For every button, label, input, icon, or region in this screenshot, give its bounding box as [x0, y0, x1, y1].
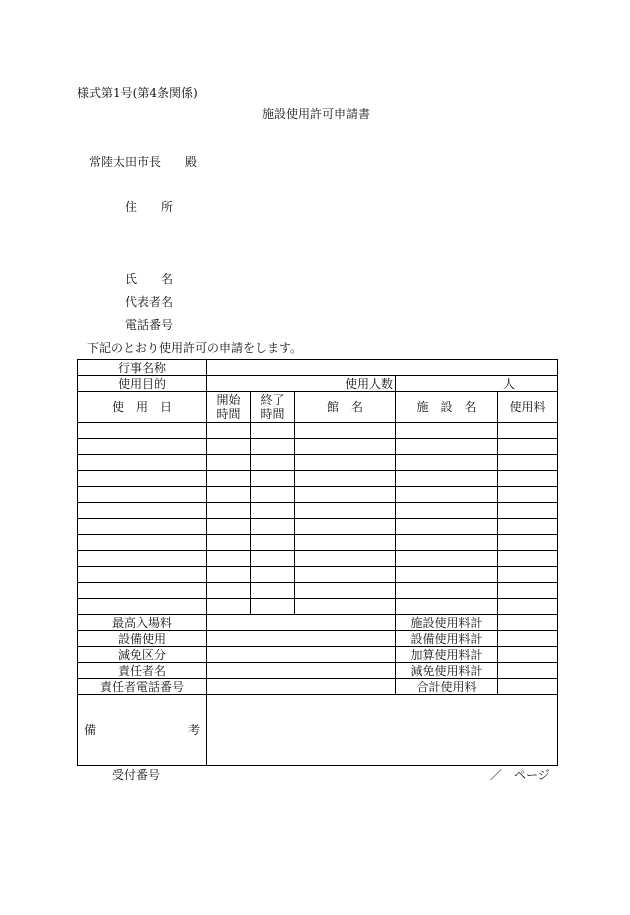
date-cell[interactable]	[78, 583, 207, 599]
start-cell[interactable]	[207, 471, 251, 487]
remarks-row	[78, 695, 558, 766]
date-cell[interactable]	[78, 519, 207, 535]
application-table	[77, 359, 558, 766]
facility-cell[interactable]	[396, 519, 498, 535]
end-cell[interactable]	[251, 567, 295, 583]
surcharge-total-field[interactable]	[498, 647, 558, 663]
fee-cell[interactable]	[498, 519, 558, 535]
hall-cell[interactable]	[295, 519, 396, 535]
table-row	[78, 471, 558, 487]
hall-cell[interactable]	[295, 471, 396, 487]
summary-row	[78, 631, 558, 647]
column-header-row	[78, 392, 558, 423]
date-cell[interactable]	[78, 423, 207, 439]
col-hall-header: 館 名	[295, 392, 396, 423]
table-row	[78, 439, 558, 455]
fee-cell[interactable]	[498, 423, 558, 439]
end-cell[interactable]	[251, 423, 295, 439]
hall-cell[interactable]	[295, 439, 396, 455]
end-cell[interactable]	[251, 487, 295, 503]
col-end-header	[251, 392, 295, 423]
remarks-label-2: 考	[187, 723, 200, 737]
col-fee-header: 使用料	[498, 392, 558, 423]
date-cell[interactable]	[78, 455, 207, 471]
max-admission-field[interactable]	[207, 615, 396, 631]
purpose-label: 使用目的	[78, 376, 207, 392]
hall-cell[interactable]	[295, 583, 396, 599]
fee-cell[interactable]	[498, 439, 558, 455]
facility-cell[interactable]	[396, 439, 498, 455]
fee-cell[interactable]	[498, 503, 558, 519]
name-label: 氏 名	[125, 272, 174, 286]
summary-row	[78, 647, 558, 663]
event-name-label: 行事名称	[78, 360, 207, 376]
start-cell[interactable]	[207, 535, 251, 551]
end-cell[interactable]	[251, 551, 295, 567]
facility-cell[interactable]	[396, 535, 498, 551]
reduction-type-field[interactable]	[207, 647, 396, 663]
table-row	[78, 583, 558, 599]
start-cell[interactable]	[207, 455, 251, 471]
end-cell[interactable]	[251, 503, 295, 519]
col-start-line1: 開始	[216, 393, 241, 407]
end-cell[interactable]	[251, 455, 295, 471]
surcharge-total-label: 加算使用料計	[396, 647, 498, 663]
table-row	[78, 535, 558, 551]
equipment-use-label: 設備使用	[78, 631, 207, 647]
summary-row	[78, 679, 558, 695]
end-cell[interactable]	[251, 439, 295, 455]
date-cell[interactable]	[78, 439, 207, 455]
receipt-number-label: 受付番号	[112, 768, 161, 782]
table-row	[78, 503, 558, 519]
event-name-row	[78, 360, 558, 376]
hall-cell[interactable]	[295, 567, 396, 583]
start-cell[interactable]	[207, 423, 251, 439]
grand-total-label: 合計使用料	[396, 679, 498, 695]
person-in-charge-field[interactable]	[207, 663, 396, 679]
purpose-field[interactable]	[207, 376, 295, 392]
table-row	[78, 551, 558, 567]
hall-cell[interactable]	[295, 487, 396, 503]
purpose-row	[78, 376, 558, 392]
start-cell[interactable]	[207, 519, 251, 535]
facility-total-field[interactable]	[498, 615, 558, 631]
grand-total-field[interactable]	[498, 679, 558, 695]
date-cell[interactable]	[78, 503, 207, 519]
facility-cell[interactable]	[396, 503, 498, 519]
event-name-field[interactable]	[207, 360, 558, 376]
date-cell[interactable]	[78, 535, 207, 551]
end-cell[interactable]	[251, 599, 295, 615]
hall-cell[interactable]	[295, 503, 396, 519]
fee-cell[interactable]	[498, 583, 558, 599]
fee-cell[interactable]	[498, 471, 558, 487]
hall-cell[interactable]	[295, 455, 396, 471]
equipment-use-field[interactable]	[207, 631, 396, 647]
end-cell[interactable]	[251, 535, 295, 551]
attendees-unit[interactable]: 人	[396, 376, 558, 392]
start-cell[interactable]	[207, 551, 251, 567]
facility-cell[interactable]	[396, 487, 498, 503]
fee-cell[interactable]	[498, 487, 558, 503]
addressee: 常陸太田市長 殿	[89, 155, 198, 169]
fee-cell[interactable]	[498, 599, 558, 615]
facility-cell[interactable]	[396, 423, 498, 439]
hall-cell[interactable]	[295, 551, 396, 567]
person-phone-label: 責任者電話番号	[78, 679, 207, 695]
person-phone-field[interactable]	[207, 679, 396, 695]
start-cell[interactable]	[207, 487, 251, 503]
page-label: ／ ページ	[490, 768, 550, 782]
end-cell[interactable]	[251, 519, 295, 535]
col-end-line1: 終了	[260, 393, 285, 407]
fee-cell[interactable]	[498, 567, 558, 583]
phone-label: 電話番号	[125, 318, 174, 332]
remarks-field[interactable]	[207, 695, 558, 766]
hall-cell[interactable]	[295, 423, 396, 439]
intro-text: 下記のとおり使用許可の申請をします。	[87, 341, 303, 355]
table-row	[78, 487, 558, 503]
table-row	[78, 423, 558, 439]
remarks-label	[78, 695, 207, 766]
facility-cell[interactable]	[396, 583, 498, 599]
attendees-label: 使用人数	[295, 376, 396, 392]
reduction-total-label: 減免使用料計	[396, 663, 498, 679]
table-row	[78, 519, 558, 535]
fee-cell[interactable]	[498, 535, 558, 551]
equipment-total-field[interactable]	[498, 631, 558, 647]
form-number: 様式第1号(第4条関係)	[77, 86, 198, 100]
end-cell[interactable]	[251, 471, 295, 487]
table-row	[78, 455, 558, 471]
col-start-header	[207, 392, 251, 423]
date-cell[interactable]	[78, 551, 207, 567]
table-row	[78, 567, 558, 583]
start-cell[interactable]	[207, 439, 251, 455]
person-in-charge-label: 責任者名	[78, 663, 207, 679]
summary-row	[78, 663, 558, 679]
date-cell[interactable]	[78, 487, 207, 503]
document-title: 施設使用許可申請書	[262, 107, 371, 121]
date-cell[interactable]	[78, 599, 207, 615]
address-label: 住 所	[125, 200, 174, 214]
facility-cell[interactable]	[396, 455, 498, 471]
date-cell[interactable]	[78, 471, 207, 487]
reduction-total-field[interactable]	[498, 663, 558, 679]
equipment-total-label: 設備使用料計	[396, 631, 498, 647]
col-end-line2: 時間	[260, 407, 285, 421]
end-cell[interactable]	[251, 583, 295, 599]
facility-cell[interactable]	[396, 551, 498, 567]
date-cell[interactable]	[78, 567, 207, 583]
hall-cell[interactable]	[295, 599, 396, 615]
remarks-label-1: 備	[84, 723, 97, 737]
summary-row	[78, 615, 558, 631]
facility-cell[interactable]	[396, 567, 498, 583]
facility-total-label: 施設使用料計	[396, 615, 498, 631]
fee-cell[interactable]	[498, 551, 558, 567]
facility-cell[interactable]	[396, 599, 498, 615]
start-cell[interactable]	[207, 567, 251, 583]
start-cell[interactable]	[207, 503, 251, 519]
reduction-type-label: 減免区分	[78, 647, 207, 663]
hall-cell[interactable]	[295, 535, 396, 551]
col-start-line2: 時間	[216, 407, 241, 421]
start-cell[interactable]	[207, 583, 251, 599]
representative-label: 代表者名	[125, 295, 174, 309]
col-date-header: 使 用 日	[78, 392, 207, 423]
col-facility-header: 施 設 名	[396, 392, 498, 423]
fee-cell[interactable]	[498, 455, 558, 471]
table-row	[78, 599, 558, 615]
start-cell[interactable]	[207, 599, 251, 615]
facility-cell[interactable]	[396, 471, 498, 487]
max-admission-label: 最高入場料	[78, 615, 207, 631]
